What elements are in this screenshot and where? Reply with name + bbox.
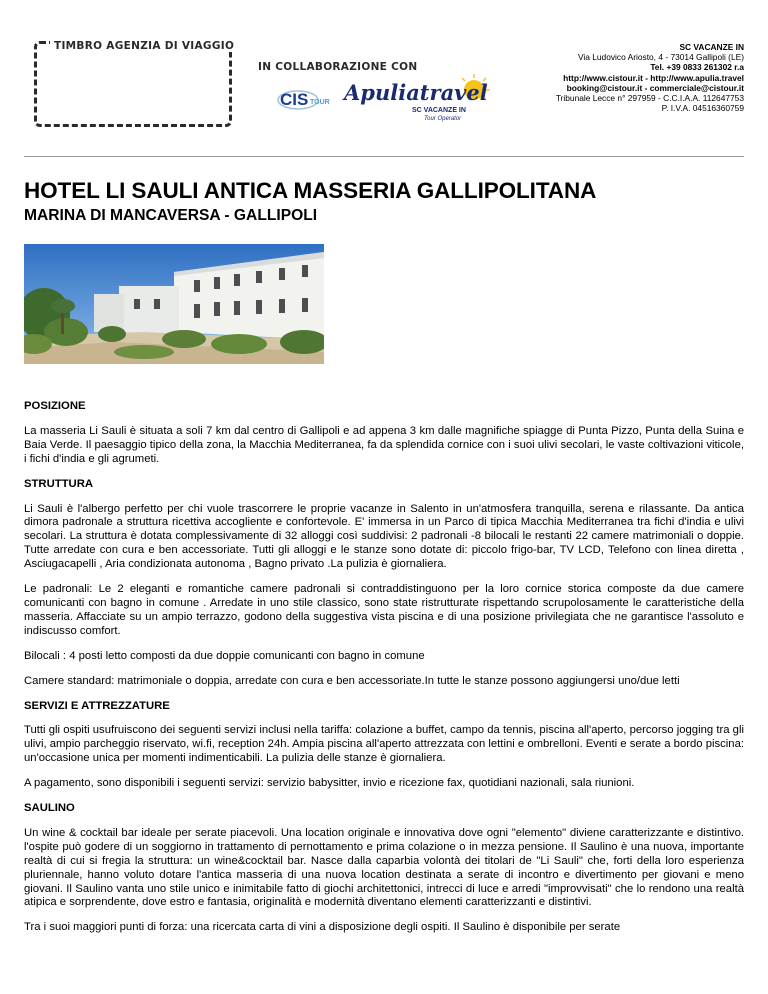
servizi-paragraph-2: A pagamento, sono disponibili i seguenti servizi: servizio babysitter, invio e ricezione fax, quotidiani nazionali, sala riunioni. (24, 777, 635, 790)
agency-vat: P. I.V.A. 04516360759 (661, 103, 744, 114)
struttura-paragraph-3: Bilocali : 4 posti letto composti da due doppie comunicanti con bagno in comune (24, 649, 425, 662)
struttura-paragraph-4: Camere standard: matrimoniale o doppia, arredate con cura e ben accessoriate.In tutte le stanze possono aggiungersi uno/due letti (24, 674, 680, 687)
apuliatravel-logo-sub: SC VACANZE IN (412, 107, 466, 114)
agency-phone: Tel. +39 0833 261302 r.a (650, 62, 744, 73)
section-heading-struttura: STRUTTURA (24, 477, 94, 490)
description-content (24, 400, 744, 946)
agency-stamp-box (34, 41, 232, 127)
agency-name: SC VACANZE IN (679, 42, 744, 52)
agency-emails: booking@cistour.it - commerciale@cistour.it (566, 82, 744, 93)
saulino-paragraph-2: Tra i suoi maggiori punti di forza: una ricercata carta di vini a disposizione degli ospiti. Il Saulino è disponibile per serate (24, 921, 621, 934)
posizione-paragraph: La masseria Li Sauli è situata a soli 7 km dal centro di Gallipoli e ad appena 3 km dalle magnifiche spiagge di Punta Pizzo, Punta della Suina e Baia Verde. Il paesaggio tipico della zona, la Macchia Mediterranea, fa da splendida cornice con i suoi ulivi secolari, le vaste coltivazioni viticole, i fichi d'india e gli agrumeti. (24, 424, 744, 465)
hotel-location: MARINA DI MANCAVERSA - GALLIPOLI (24, 207, 318, 224)
struttura-paragraph-2: Le padronali: Le 2 eleganti e romantiche camere padronali si contraddistinguono per la loro cornice storica composte da due camere comunicanti con bagno in comune . Arredate in uno stile classico, sono state ristrutturate rispettando scrupolosamente le caratteristiche della masseria. Affacciate su un ampio terrazzo, godono della suggestiva vista piscina e di una posizione privilegiata che ne garantisce l'assoluto e indiscusso comfort. (24, 583, 744, 637)
cistour-logo (278, 90, 330, 109)
agency-address: Via Ludovico Ariosto, 4 - 73014 Gallipoli (LE) (577, 52, 744, 63)
section-heading-saulino: SAULINO (24, 802, 75, 815)
cistour-logo-suffix: TOUR (310, 99, 330, 106)
hotel-photo (24, 244, 324, 364)
apuliatravel-logo-sub2: Tour Operator (424, 116, 462, 122)
cistour-logo-text: CIS (280, 90, 309, 109)
agency-registry: Tribunale Lecce n° 297959 - C.C.I.A.A. 112647753 (555, 93, 744, 104)
header-divider (24, 156, 744, 157)
hotel-title: HOTEL LI SAULI ANTICA MASSERIA GALLIPOLITANA (24, 178, 597, 203)
stamp-label: TIMBRO AGENZIA DI VIAGGIO (50, 40, 238, 52)
struttura-paragraph-1: Li Sauli è l'albergo perfetto per chi vuole trascorrere le proprie vacanze in Salento in un'atmosfera tranquilla, serena e rilassante. Da antica dimora padronale a struttura ricettiva accogliente e confortevole. E' immersa in un Parco di tipica Macchia Mediterranea tra fichi d'india e ulivi secolari. La struttura è dotata complessivamente di 32 alloggi così suddivisi: 2 padronali -8 bilocali le restanti 22 camere matrimoniali o doppie. Tutte arredate con cura e ben accessoriate. Tutti gli alloggi e le stanze sono dotate di: piccolo frigo-bar, TV LCD, Telefono con linea diretta , Asciugacapelli , Aria condizionata autonoma , Bagno privato .La pulizia è giornaliera. (24, 502, 744, 571)
collaboration-label: IN COLLABORAZIONE CON (258, 61, 418, 73)
agency-websites: http://www.cistour.it - http://www.apulia.travel (563, 72, 744, 83)
servizi-paragraph-1: Tutti gli ospiti usufruiscono dei seguenti servizi inclusi nella tariffa: colazione a buffet, campo da tennis, piscina all'aperto, percorso jogging tra gli ulivi, ampio parcheggio riservato, wi.fi, reception 24h. Ampia piscina all'aperto attrezzata con lettini e ombrelloni. Eventi e serate a bordo piscina: un'occasione unica per momenti indimenticabili. La pulizia delle stanze è giornaliera. (24, 724, 744, 765)
apuliatravel-logo-text: Apuliatravel (344, 80, 488, 105)
section-heading-posizione: POSIZIONE (24, 400, 86, 412)
agency-info (444, 42, 744, 113)
section-heading-servizi: SERVIZI E ATTREZZATURE (24, 699, 170, 712)
saulino-paragraph-1: Un wine & cocktail bar ideale per serate piacevoli. Una location originale e innovativa dove ogni "elemento" diviene caratterizzante e distintivo. l'ospite può godere di un soggiorno in trattamento di pernottamento e prima colazione o in mezza pensione. Il Saulino è una nuova, importante realtà di cui si fregia la struttura: un wine&cocktail bar. Nasce dalla caparbia volontà dei titolari de "Li Sauli" che, forti della loro esperienza pluriennale, hanno voluto dotare l'antica masseria di una nuova location destinata a serate di incontro e divertimento per giovani e meno giovani. Il Saulino vanta uno stile unico e inimitabile fatto di giochi architettonici, intrecci di luce e arredi "improvvisati" che lo rendono una realtà atipica e sorprendente, dove estro e fantasia, originalità e modernità diventano elementi caratterizzanti e distintivi. (24, 826, 744, 909)
